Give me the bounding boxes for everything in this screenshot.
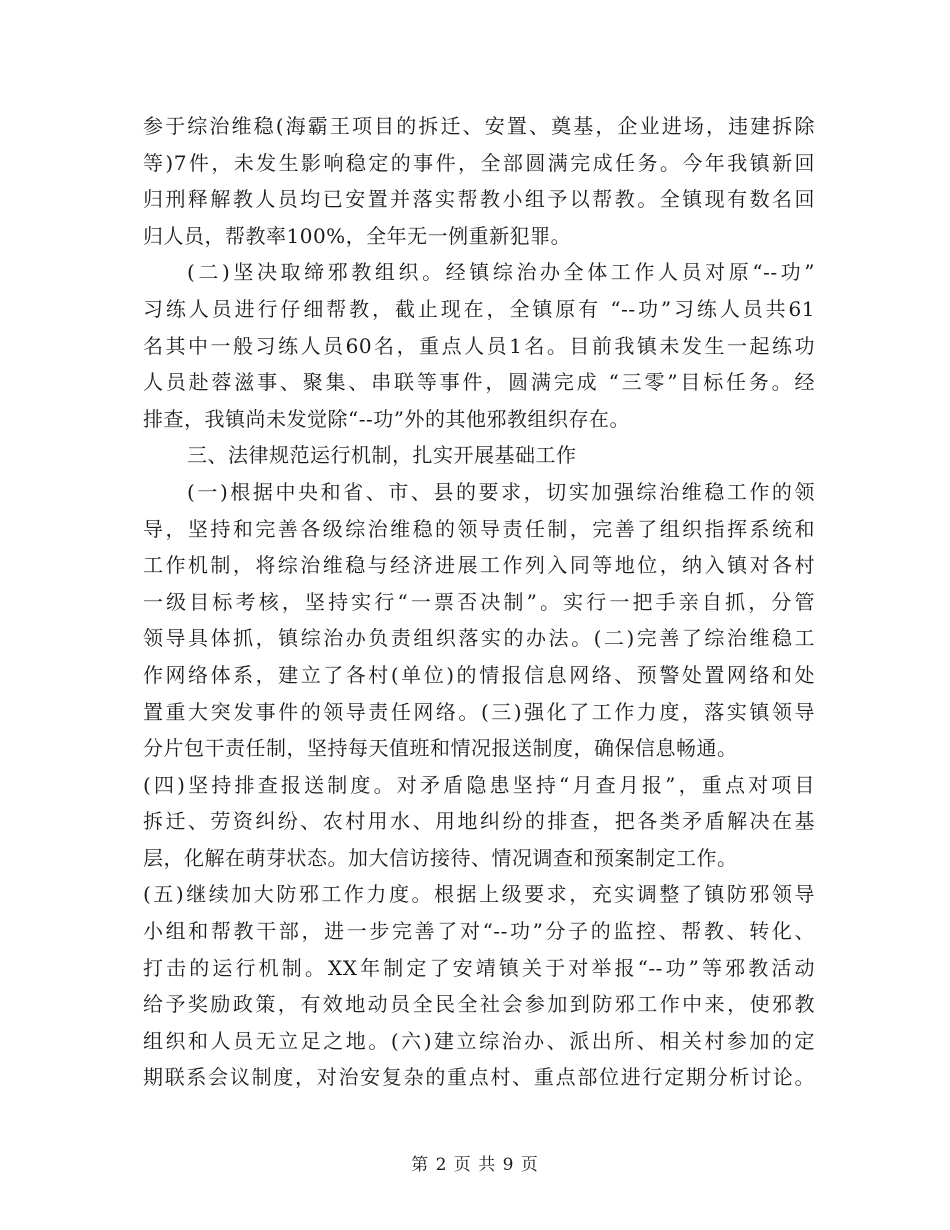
body-text-line: 期联系会议制度，对治安复杂的重点村、重点部位进行定期分析讨论。 bbox=[143, 1065, 815, 1090]
body-text-line: 作网络体系，建立了各村(单位)的情报信息网络、预警处置网络和处 bbox=[143, 662, 815, 687]
body-text-line: (四)坚持排查报送制度。对矛盾隐患坚持“月查月报”，重点对项目 bbox=[143, 772, 815, 797]
body-text-line: 层，化解在萌芽状态。加大信访接待、情况调查和预案制定工作。 bbox=[143, 845, 738, 870]
body-text-line: 等)7件，未发生影响稳定的事件，全部圆满完成任务。今年我镇新回 bbox=[143, 150, 815, 175]
body-text-line: 分片包干责任制，坚持每天值班和情况报送制度，确保信息畅通。 bbox=[143, 736, 738, 761]
body-text-line: 置重大突发事件的领导责任网络。(三)强化了工作力度，落实镇领导 bbox=[143, 699, 815, 724]
body-text-line: (二)坚决取缔邪教组织。经镇综治办全体工作人员对原“--功” bbox=[187, 260, 815, 285]
document-body bbox=[143, 108, 815, 1096]
body-text-line: 拆迁、劳资纠纷、农村用水、用地纠纷的排查，把各类矛盾解决在基 bbox=[143, 809, 815, 834]
body-text-line: 组织和人员无立足之地。(六)建立综治办、派出所、相关村参加的定 bbox=[143, 1028, 815, 1053]
body-text-line: 归人员，帮教率100%，全年无一例重新犯罪。 bbox=[143, 223, 572, 248]
body-text-line: 排查，我镇尚未发觉除“--功”外的其他邪教组织存在。 bbox=[143, 406, 630, 431]
body-text-line: 导，坚持和完善各级综治维稳的领导责任制，完善了组织指挥系统和 bbox=[143, 516, 815, 541]
body-text-line: 归刑释解教人员均已安置并落实帮教小组予以帮教。全镇现有数名回 bbox=[143, 187, 815, 212]
body-text-line: 名其中一般习练人员60名，重点人员1名。目前我镇未发生一起练功 bbox=[143, 333, 815, 358]
section-heading: 三、法律规范运行机制，扎实开展基础工作 bbox=[187, 443, 577, 468]
body-text-line: 领导具体抓，镇综治办负责组织落实的办法。(二)完善了综治维稳工 bbox=[143, 626, 815, 651]
body-text-line: 打击的运行机制。XX年制定了安靖镇关于对举报“--功”等邪教活动 bbox=[143, 955, 815, 980]
body-text-line: 习练人员进行仔细帮教，截止现在，全镇原有 “--功”习练人员共61 bbox=[143, 296, 815, 321]
page-number-footer: 第 2 页 共 9 页 bbox=[411, 1155, 539, 1175]
body-text-line: (五)继续加大防邪工作力度。根据上级要求，充实调整了镇防邪领导 bbox=[143, 882, 815, 907]
body-text-line: 小组和帮教干部，进一步完善了对“--功”分子的监控、帮教、转化、 bbox=[143, 919, 815, 944]
body-text-line: 工作机制，将综治维稳与经济进展工作列入同等地位，纳入镇对各村 bbox=[143, 553, 815, 578]
body-text-line: 参于综治维稳(海霸王项目的拆迁、安置、奠基，企业进场，违建拆除 bbox=[143, 114, 815, 138]
body-text-line: 人员赴蓉滋事、聚集、串联等事件，圆满完成 “三零”目标任务。经 bbox=[143, 370, 815, 395]
body-text-line: 给予奖励政策，有效地动员全民全社会参加到防邪工作中来，使邪教 bbox=[143, 992, 815, 1017]
body-text-line: (一)根据中央和省、市、县的要求，切实加强综治维稳工作的领 bbox=[187, 479, 815, 504]
body-text-line: 一级目标考核，坚持实行“一票否决制”。实行一把手亲自抓，分管 bbox=[143, 589, 815, 614]
